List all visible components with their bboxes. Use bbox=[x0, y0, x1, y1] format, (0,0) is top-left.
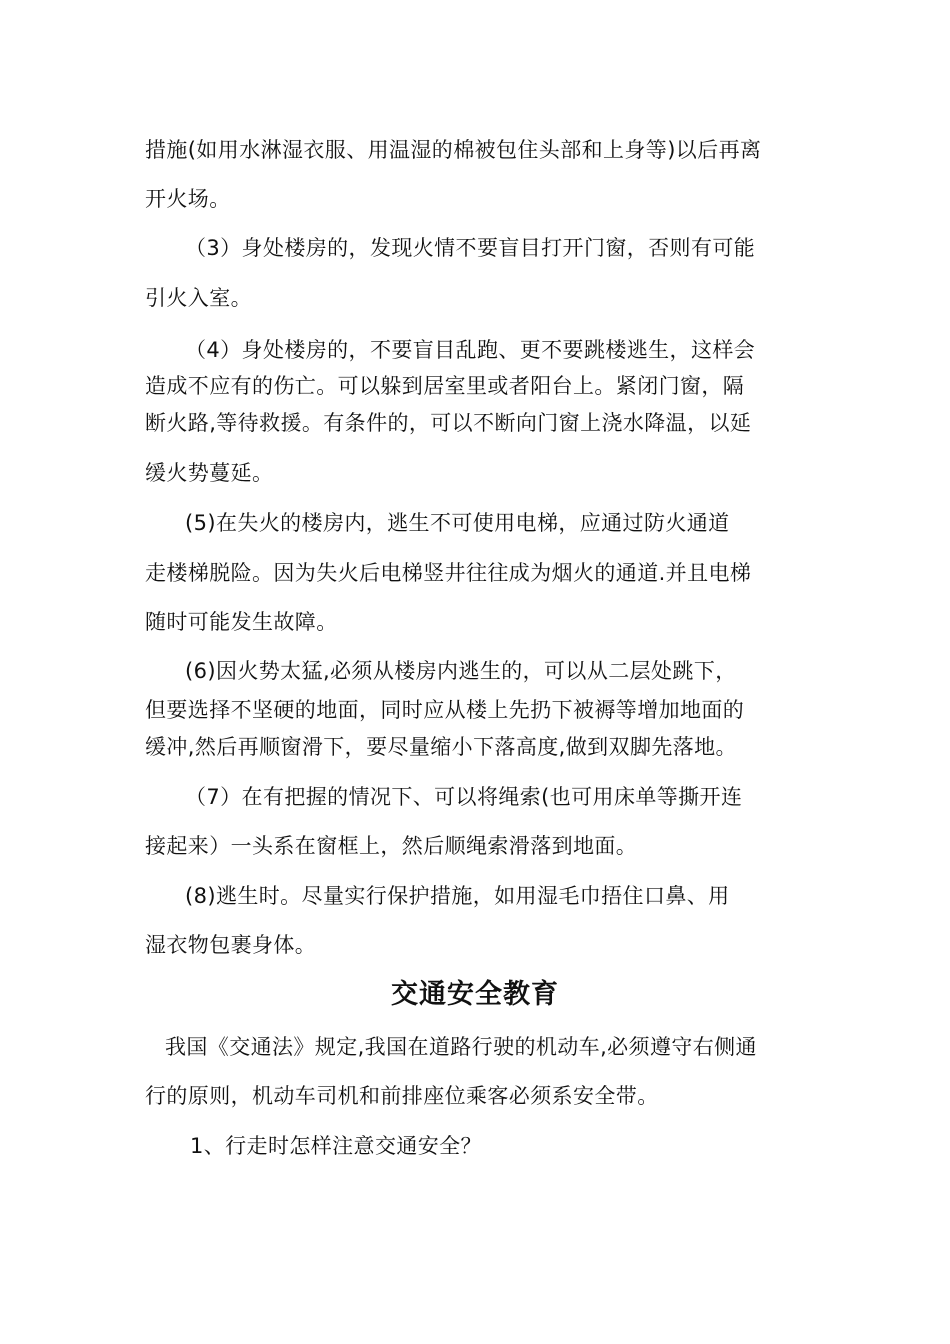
paragraph-line: （7）在有把握的情况下、可以将绳索(也可用床单等撕开连 bbox=[185, 785, 743, 809]
paragraph-line: （4）身处楼房的，不要盲目乱跑、更不要跳楼逃生，这样会 bbox=[185, 338, 756, 362]
paragraph-line: 接起来）一头系在窗框上，然后顺绳索滑落到地面。 bbox=[145, 834, 638, 858]
paragraph-line: 湿衣物包裹身体。 bbox=[145, 933, 317, 957]
subheading: 1、行走时怎样注意交通安全？ bbox=[190, 1134, 482, 1158]
paragraph-line: (5)在失火的楼房内，逃生不可使用电梯，应通过防火通道 bbox=[185, 511, 730, 535]
paragraph-line: (8)逃生时。尽量实行保护措施，如用湿毛巾捂住口鼻、用 bbox=[185, 884, 730, 908]
paragraph-line: 行的原则，机动车司机和前排座位乘客必须系安全带。 bbox=[145, 1084, 659, 1108]
section-title: 交通安全教育 bbox=[391, 979, 559, 1010]
paragraph-line: 我国《交通法》规定,我国在道路行驶的机动车,必须遵守右侧通 bbox=[165, 1035, 757, 1059]
paragraph-line: 随时可能发生故障。 bbox=[145, 610, 338, 634]
paragraph-line: 缓冲,然后再顺窗滑下，要尽量缩小下落高度,做到双脚先落地。 bbox=[145, 735, 737, 759]
paragraph-line: 走楼梯脱险。因为失火后电梯竖井往往成为烟火的通道.并且电梯 bbox=[145, 561, 752, 585]
paragraph-line: 造成不应有的伤亡。可以躲到居室里或者阳台上。紧闭门窗，隔 bbox=[145, 374, 745, 398]
paragraph-line: 但要选择不坚硬的地面，同时应从楼上先扔下被褥等增加地面的 bbox=[145, 698, 745, 722]
paragraph-line: 引火入室。 bbox=[145, 286, 252, 310]
paragraph-line: 开火场。 bbox=[145, 187, 231, 211]
paragraph-line: 断火路,等待救援。有条件的，可以不断向门窗上浇水降温，以延 bbox=[145, 411, 752, 435]
paragraph-line: （3）身处楼房的，发现火情不要盲目打开门窗，否则有可能 bbox=[185, 236, 756, 260]
paragraph-line: 措施(如用水淋湿衣服、用温湿的棉被包住头部和上身等)以后再离 bbox=[145, 138, 762, 162]
paragraph-line: 缓火势蔓延。 bbox=[145, 461, 274, 485]
paragraph-line: (6)因火势太猛,必须从楼房内逃生的，可以从二层处跳下， bbox=[185, 659, 737, 683]
